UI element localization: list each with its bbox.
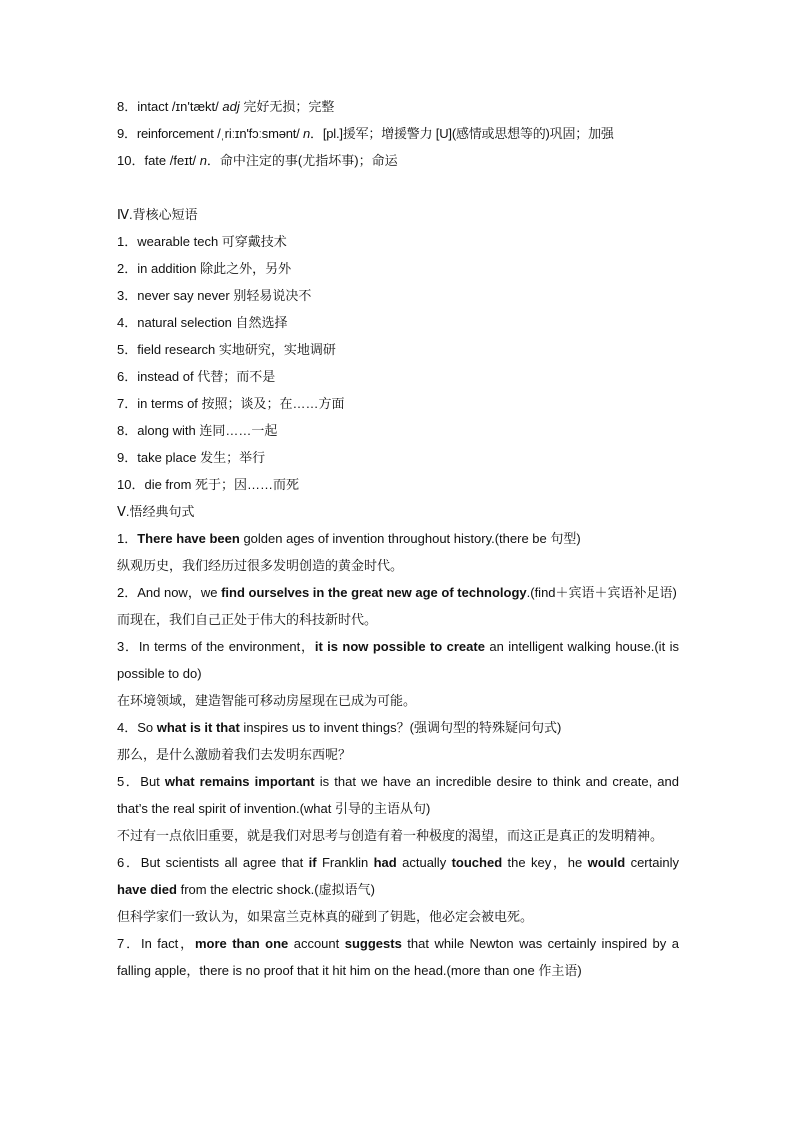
phrase-item: 10．die from 死于；因……而死 — [117, 477, 300, 492]
phrase-item: 7．in terms of 按照；谈及；在……方面 — [117, 396, 345, 411]
phrase-item: 1．wearable tech 可穿戴技术 — [117, 234, 287, 249]
sentence-en: 1．There have been golden ages of invention throughout history.(there be 句型) — [117, 531, 581, 546]
phrase-item: 2．in addition 除此之外，另外 — [117, 261, 292, 276]
vocab-item: 10．fate /feɪt/ n．命中注定的事(尤指坏事)；命运 — [117, 153, 398, 168]
phrase-item: 8．along with 连同……一起 — [117, 423, 278, 438]
phrase-item: 9．take place 发生；举行 — [117, 450, 266, 465]
sentence-en: 3．In terms of the environment，it is now possible to create an intelligent walking house.(it is possible to do) — [117, 639, 679, 681]
vocab-item: 8．intact /ɪn'tækt/ adj 完好无损；完整 — [117, 99, 335, 114]
sentence-en: 5．But what remains important is that we have an incredible desire to think and create, and that’s the real spirit of invention.(what 引导的主语从句) — [117, 774, 679, 816]
section-heading: Ⅴ.悟经典句式 — [117, 504, 195, 519]
sentence-zh: 那么，是什么激励着我们去发明东西呢？ — [117, 747, 352, 762]
sentence-en: 2．And now，we find ourselves in the great new age of technology.(find＋宾语＋宾语补足语) — [117, 585, 677, 600]
phrase-item: 5．field research 实地研究，实地调研 — [117, 342, 336, 357]
vocab-item: 9．reinforcement /ˌriːɪn'fɔːsmənt/ n．[pl.]援军；增援警力 [U](感情或思想等的)巩固；加强 — [117, 126, 614, 141]
phrase-item: 6．instead of 代替；而不是 — [117, 369, 276, 384]
spacer — [117, 174, 679, 201]
sentence-zh: 在环境领域，建造智能可移动房屋现在已成为可能。 — [117, 693, 417, 708]
sentence-en: 6．But scientists all agree that if Franklin had actually touched the key，he would certainly have died from the electric shock.(虚拟语气) — [117, 855, 679, 897]
section-heading: Ⅳ.背核心短语 — [117, 207, 198, 222]
sentence-zh: 但科学家们一致认为，如果富兰克林真的碰到了钥匙，他必定会被电死。 — [117, 909, 534, 924]
sentence-en: 7．In fact，more than one account suggests that while Newton was certainly inspired by a falling apple，there is no proof that it hit him on the head.(more than one 作主语) — [117, 936, 679, 978]
document-body — [117, 93, 679, 984]
sentence-zh: 而现在，我们自己正处于伟大的科技新时代。 — [117, 612, 378, 627]
phrase-item: 3．never say never 别轻易说决不 — [117, 288, 312, 303]
sentence-zh: 纵观历史，我们经历过很多发明创造的黄金时代。 — [117, 558, 404, 573]
phrase-item: 4．natural selection 自然选择 — [117, 315, 288, 330]
sentence-zh: 不过有一点依旧重要，就是我们对思考与创造有着一种极度的渴望，而这正是真正的发明精神。 — [117, 828, 664, 843]
sentence-en: 4．So what is it that inspires us to invent things？(强调句型的特殊疑问句式) — [117, 720, 562, 735]
